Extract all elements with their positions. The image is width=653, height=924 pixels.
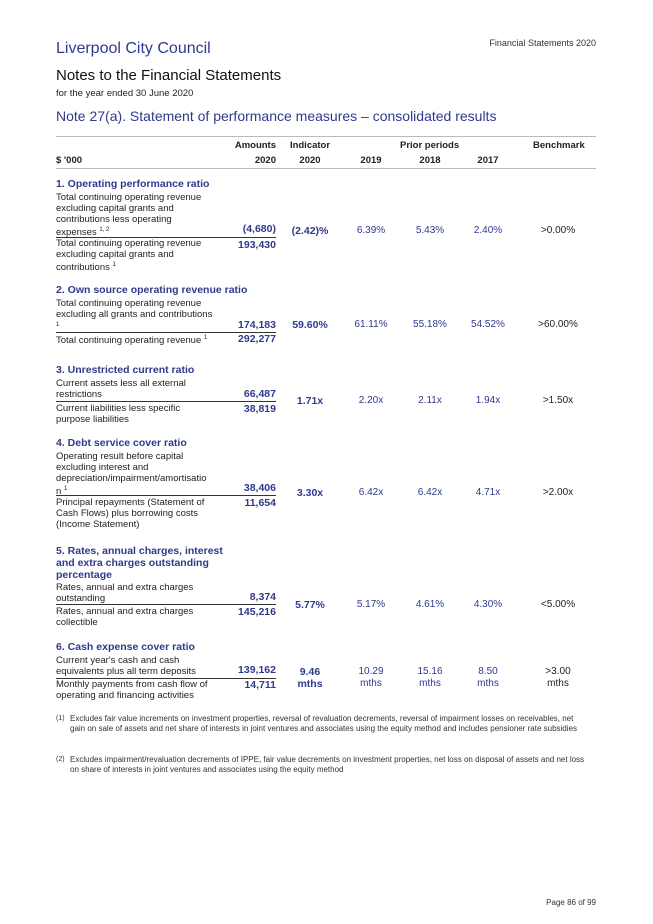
header-rule-bottom [56, 168, 596, 169]
benchmark-value: <5.00% [540, 599, 576, 610]
numerator-amount: 8,374 [249, 591, 276, 603]
value-2018: 15.16 [417, 666, 443, 677]
denominator-label: Monthly payments from cash flow of operating and financing activities [56, 679, 208, 701]
col-2018: 2018 [419, 155, 441, 166]
numerator-amount: 38,406 [243, 482, 276, 494]
col-2020-amounts: 2020 [254, 155, 276, 166]
note-title: Note 27(a). Statement of performance measures – consolidated results [56, 108, 497, 124]
denominator-amount: 292,277 [238, 333, 276, 345]
ratio-title: 5. Rates, annual charges, interest and extra charges outstanding percentage [56, 545, 223, 581]
fraction-rule [56, 604, 276, 605]
value-2019: 10.29 [358, 666, 384, 677]
footnote-mark: (2) [56, 756, 65, 763]
numerator-label: Rates, annual and extra charges outstanding [56, 582, 194, 604]
value-2018: 55.18% [413, 319, 447, 330]
indicator-2020: 3.30x [296, 487, 324, 499]
denominator-amount: 38,819 [243, 403, 276, 415]
numerator-amount: 66,487 [243, 388, 276, 400]
value-2017: 4.71x [475, 487, 501, 498]
indicator-2020: 5.77% [295, 599, 325, 611]
value-2017: 8.50 [478, 666, 498, 677]
value-2019: 6.39% [356, 225, 386, 236]
benchmark-value: >60.00% [538, 319, 578, 330]
value-2019: 6.42x [358, 487, 384, 498]
denominator-label: Rates, annual and extra charges collectible [56, 606, 194, 628]
indicator-2020: 9.46 [299, 666, 321, 678]
page-title: Notes to the Financial Statements [56, 67, 282, 84]
value-2019: 2.20x [358, 395, 384, 406]
col-amounts: Amounts [234, 140, 276, 151]
numerator-amount: 139,162 [238, 664, 276, 676]
indicator-2020: 1.71x [296, 395, 324, 407]
value-2018: 2.11x [418, 395, 442, 406]
ratio-title: 3. Unrestricted current ratio [56, 364, 195, 376]
denominator-label: Total continuing operating revenue $^1$ [56, 335, 208, 347]
benchmark-unit: mths [547, 678, 569, 689]
value-2018: 5.43% [415, 225, 445, 236]
denominator-amount: 11,654 [244, 497, 276, 509]
denominator-label: Current liabilities less specific purpose liabilities [56, 403, 181, 425]
benchmark-value: >1.50x [542, 395, 574, 406]
numerator-label: Operating result before capital excluding interest and depreciation/impairment/amortisatio n $^1$ [56, 451, 207, 498]
footnote-mark: (1) [56, 715, 65, 722]
denominator-label: Total continuing operating revenue excluding capital grants and contributions $^1$ [56, 238, 202, 274]
col-2019: 2019 [360, 155, 382, 166]
numerator-label: Total continuing operating revenue excluding capital grants and contributions less operating expenses $^{1, 2}$ [56, 192, 202, 239]
unit-2018: mths [419, 678, 441, 689]
numerator-amount: (4,680) [242, 223, 276, 235]
page-subtitle: for the year ended 30 June 2020 [56, 88, 194, 99]
value-2017: 54.52% [471, 319, 505, 330]
value-2019: 5.17% [356, 599, 386, 610]
ratio-title: 2. Own source operating revenue ratio [56, 284, 248, 296]
col-2017: 2017 [477, 155, 499, 166]
footnote-text: Excludes impairment/revaluation decrements of IPPE, fair value decrements on investment properties, net loss on disposal of assets and net loss on share of interests in joint ventures and associates using the equity method [70, 755, 585, 774]
value-2017: 1.94x [475, 395, 501, 406]
numerator-amount: 174,183 [238, 319, 276, 331]
numerator-label: Total continuing operating revenue excluding all grants and contributions $^1$ [56, 298, 213, 328]
col-unit: $ '000 [56, 155, 83, 166]
ratio-title: 4. Debt service cover ratio [56, 437, 187, 449]
denominator-amount: 14,711 [244, 679, 276, 691]
col-prior-periods: Prior periods [400, 140, 460, 151]
denominator-label: Principal repayments (Statement of Cash Flows) plus borrowing costs (Income Statement) [56, 497, 205, 530]
value-2017: 4.30% [473, 599, 503, 610]
col-benchmark: Benchmark [533, 140, 585, 151]
value-2019: 61.11% [354, 319, 388, 330]
unit-2017: mths [477, 678, 499, 689]
col-indicator: Indicator [289, 140, 331, 151]
header-rule [56, 136, 596, 137]
indicator-unit: mths [297, 678, 323, 690]
page-number: Page 86 of 99 [546, 898, 596, 907]
unit-2019: mths [360, 678, 382, 689]
benchmark-value: >2.00x [542, 487, 574, 498]
indicator-2020: (2.42)% [291, 225, 329, 237]
benchmark-value: >0.00% [540, 225, 576, 236]
fraction-rule [56, 495, 276, 496]
denominator-amount: 193,430 [238, 239, 276, 251]
indicator-2020: 59.60% [292, 319, 328, 331]
benchmark-value: >3.00 [545, 666, 571, 677]
denominator-amount: 145,216 [238, 606, 276, 618]
value-2018: 6.42x [417, 487, 443, 498]
numerator-label: Current assets less all external restrictions [56, 378, 186, 400]
fraction-rule [56, 401, 276, 402]
value-2017: 2.40% [473, 225, 503, 236]
footnote-text: Excludes fair value increments on investment properties, reversal of revaluation decrements, reversal of impairment losses on receivables, net gain on sale of assets and net share of interests in joint ventures and associates using the equity method and includes pensioner rate subsidies [70, 714, 577, 733]
report-name: Financial Statements 2020 [489, 38, 596, 48]
numerator-label: Current year's cash and cash equivalents plus all term deposits [56, 655, 196, 677]
organisation-name: Liverpool City Council [56, 40, 211, 57]
ratio-title: 6. Cash expense cover ratio [56, 641, 195, 653]
col-2020-indicator: 2020 [299, 155, 321, 166]
ratio-title: 1. Operating performance ratio [56, 178, 210, 190]
value-2018: 4.61% [415, 599, 445, 610]
